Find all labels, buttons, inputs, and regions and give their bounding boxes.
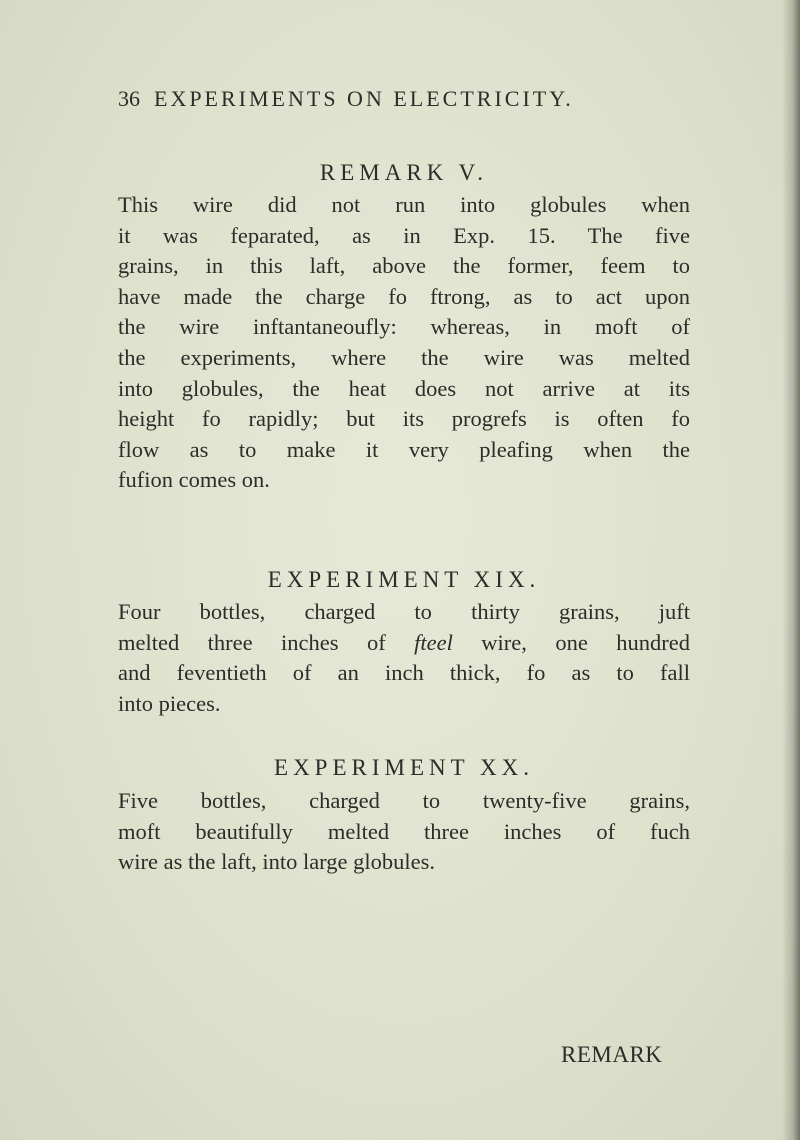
text-segment: wire, one hundred <box>452 629 690 655</box>
text-line: have made the charge fo ftrong, as to act upon <box>118 283 690 309</box>
text-line: it was feparated, as in Exp. 15. The five <box>118 222 690 248</box>
text-line: into pieces. <box>118 690 221 716</box>
running-head <box>118 86 574 112</box>
catchword: REMARK <box>561 1042 663 1067</box>
text-line: the wire inftantaneoufly: whereas, in moft of <box>118 314 690 340</box>
text-line <box>118 628 690 659</box>
text-line: Five bottles, charged to twenty-five grains, <box>118 788 690 813</box>
italic-word: fteel <box>414 629 453 655</box>
page-number: 36 <box>118 86 140 111</box>
text-line: wire as the laft, into large globules. <box>118 849 435 875</box>
text-line: the experiments, where the wire was melted <box>118 344 690 370</box>
section-heading-experiment-xx: EXPERIMENT XX. <box>274 755 534 780</box>
text-line: Four bottles, charged to thirty grains, juft <box>118 599 690 624</box>
text-line: fufion comes on. <box>118 467 270 493</box>
experiment-xix-paragraph <box>118 597 690 719</box>
experiment-xx-paragraph <box>118 786 690 878</box>
text-line: height fo rapidly; but its progrefs is often fo <box>118 406 690 432</box>
text-line: flow as to make it very pleafing when the <box>118 436 690 462</box>
text-line: grains, in this laft, above the former, feem to <box>118 253 690 279</box>
text-line: and feventieth of an inch thick, fo as to fall <box>118 660 690 686</box>
text-line: moft beautifully melted three inches of fuch <box>118 818 690 844</box>
text-segment: melted three inches of <box>118 629 415 655</box>
text-line: into globules, the heat does not arrive at its <box>118 375 690 401</box>
running-title: EXPERIMENTS ON ELECTRICITY. <box>154 86 574 111</box>
page-edge-shadow <box>782 0 800 1140</box>
section-heading-remark-v: REMARK V. <box>319 160 489 185</box>
section-heading-experiment-xix: EXPERIMENT XIX. <box>267 567 541 592</box>
remark-v-paragraph <box>118 190 690 496</box>
text-line: This wire did not run into globules when <box>118 192 690 217</box>
